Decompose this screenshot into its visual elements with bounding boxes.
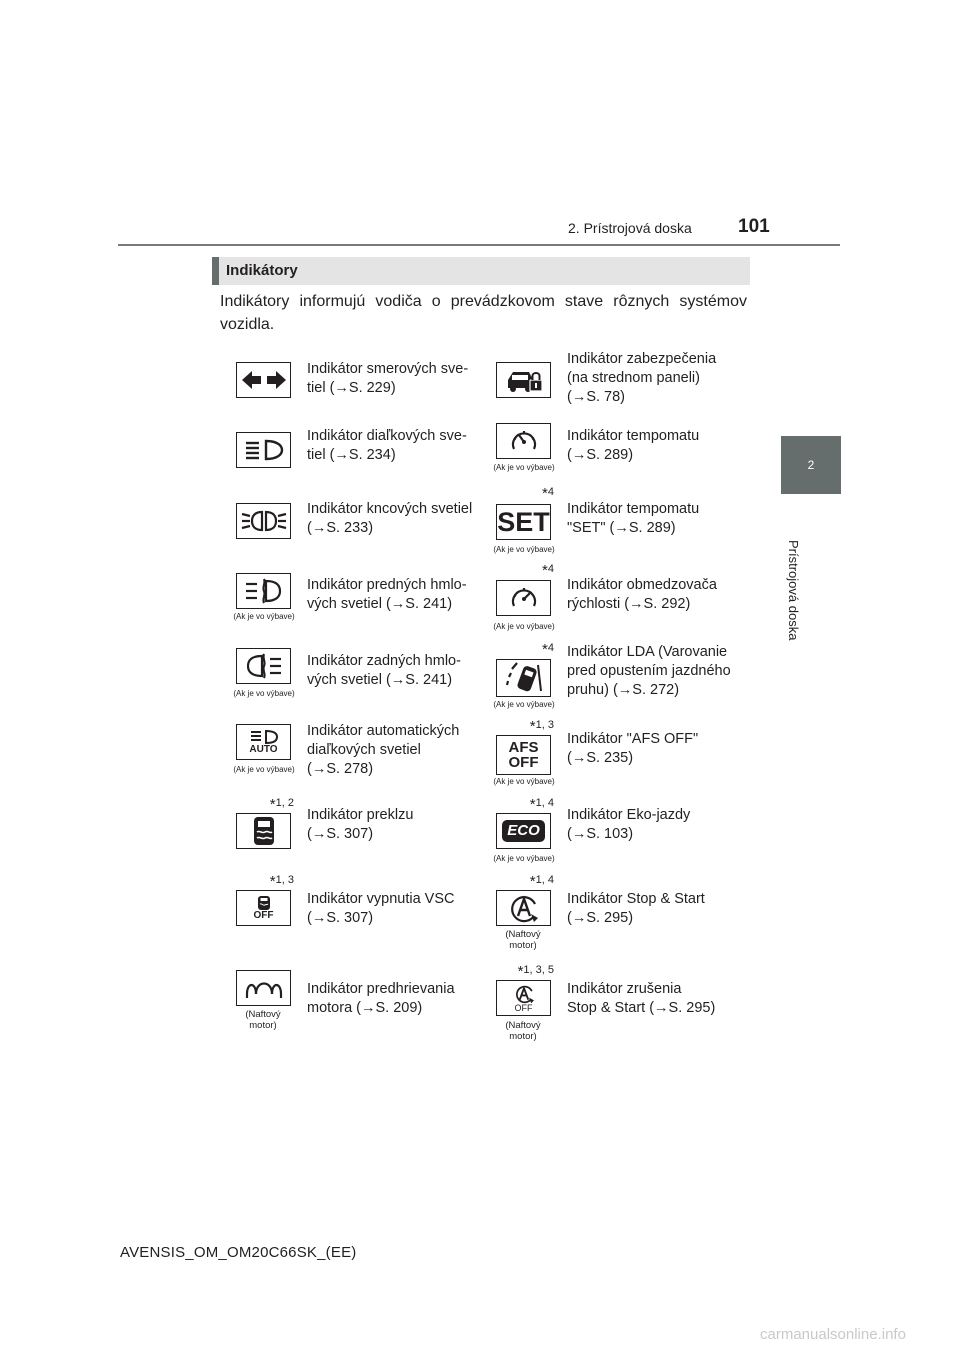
left-item-7-desc xyxy=(307,806,479,844)
right-item-5-note xyxy=(500,641,554,658)
watermark: carmanualsonline.info xyxy=(760,1326,906,1343)
security-icon xyxy=(496,362,551,398)
right-item-2-caption: (Ak je vo výbave) xyxy=(493,463,555,472)
right-item-8-note xyxy=(500,873,554,890)
desc-line: (→S. 289) xyxy=(567,447,634,463)
right-item-9-desc xyxy=(567,980,739,1018)
right-item-7-note xyxy=(500,796,554,813)
desc-line: Indikátor Eko-jazdy xyxy=(567,807,691,823)
note-text: 1, 3 xyxy=(535,719,554,731)
desc-line: tiel (→S. 234) xyxy=(307,447,396,463)
note-asterisk: * xyxy=(529,796,536,813)
desc-line: pred opustením jazdného xyxy=(567,663,731,679)
left-item-4-desc xyxy=(307,576,479,614)
left-item-2-desc xyxy=(307,427,479,465)
set-icon-text: SET xyxy=(497,507,550,537)
desc-line: (→S. 78) xyxy=(567,389,626,405)
left-item-6-desc xyxy=(307,722,479,779)
note-asterisk: * xyxy=(269,796,276,813)
desc-line: (→S. 295) xyxy=(567,910,634,926)
right-item-3-caption: (Ak je vo výbave) xyxy=(493,545,555,554)
desc-line: motora (→S. 209) xyxy=(307,1000,423,1016)
desc-line: Indikátor zadných hmlo- xyxy=(307,653,461,669)
desc-line: Stop & Start (→S. 295) xyxy=(567,1000,716,1016)
desc-line: Indikátor tempomatu xyxy=(567,428,700,444)
note-asterisk: * xyxy=(542,485,548,502)
desc-line: "SET" (→S. 289) xyxy=(567,520,676,536)
document-code: AVENSIS_OM_OM20C66SK_(EE) xyxy=(120,1244,357,1261)
desc-line: vých svetiel (→S. 241) xyxy=(307,672,453,688)
left-item-4-caption: (Ak je vo výbave) xyxy=(233,612,295,621)
glow-plug-icon xyxy=(236,970,291,1006)
vsc-off-icon xyxy=(236,890,291,926)
note-asterisk: * xyxy=(269,873,276,890)
left-item-6-caption: (Ak je vo výbave) xyxy=(233,765,295,774)
desc-line: pruhu) (→S. 272) xyxy=(567,682,680,698)
left-item-5-caption: (Ak je vo výbave) xyxy=(233,689,295,698)
desc-line: Indikátor predhrievania xyxy=(307,981,455,997)
desc-line: Indikátor smerových sve- xyxy=(307,361,469,377)
rear-fog-icon xyxy=(236,648,291,684)
left-item-3-desc xyxy=(307,500,479,538)
desc-line: (→S. 103) xyxy=(567,826,634,842)
desc-line: (→S. 233) xyxy=(307,520,374,536)
desc-line: Indikátor automatických xyxy=(307,723,460,739)
desc-line: tiel (→S. 229) xyxy=(307,380,396,396)
desc-line: Indikátor tempomatu xyxy=(567,501,700,517)
chapter-tab-label: Prístrojová doska xyxy=(786,540,801,641)
note-asterisk: * xyxy=(529,873,536,890)
desc-line: Indikátor zabezpečenia xyxy=(567,351,717,367)
high-beam-icon xyxy=(236,432,291,468)
note-text: 1, 3 xyxy=(275,874,294,886)
left-item-7-note xyxy=(240,796,294,813)
right-item-1-desc xyxy=(567,350,739,407)
header-section-title: 2. Prístrojová doska xyxy=(568,220,692,236)
desc-line: diaľkových svetiel xyxy=(307,742,421,758)
afs-off-text: AFS OFF xyxy=(508,739,539,771)
right-item-5-desc xyxy=(567,643,739,700)
desc-line: Indikátor kncových svetiel xyxy=(307,501,473,517)
right-item-3-desc xyxy=(567,500,739,538)
vsc-off-text: OFF xyxy=(253,910,274,921)
stop-start-icon xyxy=(496,890,551,926)
note-asterisk: * xyxy=(529,718,536,735)
note-text: 1, 4 xyxy=(535,797,554,809)
desc-line: Indikátor vypnutia VSC xyxy=(307,891,455,907)
desc-line: (→S. 278) xyxy=(307,761,374,777)
stop-start-off-icon xyxy=(496,980,551,1016)
desc-line: (→S. 307) xyxy=(307,826,374,842)
front-fog-icon xyxy=(236,573,291,609)
right-item-2-desc xyxy=(567,427,739,465)
left-item-9-desc xyxy=(307,980,479,1018)
desc-line: Indikátor LDA (Varovanie xyxy=(567,644,728,660)
desc-line: (→S. 307) xyxy=(307,910,374,926)
left-item-5-desc xyxy=(307,652,479,690)
right-item-6-note xyxy=(500,718,554,735)
right-item-8-desc xyxy=(567,890,739,928)
desc-line: Indikátor obmedzovača xyxy=(567,577,717,593)
note-asterisk: * xyxy=(517,963,524,980)
cruise-control-icon xyxy=(496,423,551,459)
desc-line: vých svetiel (→S. 241) xyxy=(307,596,453,612)
right-item-4-caption: (Ak je vo výbave) xyxy=(493,622,555,631)
right-item-4-desc xyxy=(567,576,739,614)
eco-icon-text: ECO xyxy=(502,820,545,842)
desc-line: rýchlosti (→S. 292) xyxy=(567,596,691,612)
section-intro: Indikátory informujú vodiča o prevádzkovom stave rôznych systémov vozidla. xyxy=(220,293,747,333)
note-text: 4 xyxy=(547,642,554,654)
lda-icon xyxy=(496,659,551,697)
left-item-1-desc xyxy=(307,360,479,398)
note-text: 1, 3, 5 xyxy=(523,964,554,976)
note-text: 4 xyxy=(547,563,554,575)
cruise-set-icon xyxy=(496,504,551,540)
chapter-tab: 2 xyxy=(781,436,841,494)
left-item-8-note xyxy=(240,873,294,890)
desc-line: Indikátor zrušenia xyxy=(567,981,682,997)
right-item-9-caption: (Naftový motor) xyxy=(505,1020,541,1042)
right-item-4-note xyxy=(500,562,554,579)
desc-line: (→S. 235) xyxy=(567,750,634,766)
note-asterisk: * xyxy=(542,562,548,579)
note-text: 4 xyxy=(547,486,554,498)
right-item-7-caption: (Ak je vo výbave) xyxy=(493,854,555,863)
eco-icon xyxy=(496,813,551,849)
section-accent xyxy=(212,257,219,285)
desc-line: Indikátor predných hmlo- xyxy=(307,577,467,593)
right-item-7-desc xyxy=(567,806,739,844)
stop-start-off-text: OFF xyxy=(514,1002,533,1013)
desc-line: Indikátor Stop & Start xyxy=(567,891,705,907)
right-item-9-note xyxy=(500,963,554,980)
left-item-8-desc xyxy=(307,890,479,928)
note-asterisk: * xyxy=(542,641,548,658)
right-item-8-caption: (Naftový motor) xyxy=(505,929,541,951)
right-item-6-caption: (Ak je vo výbave) xyxy=(493,777,555,786)
left-item-9-caption: (Naftový motor) xyxy=(245,1009,281,1031)
note-text: 1, 2 xyxy=(275,797,294,809)
right-item-5-caption: (Ak je vo výbave) xyxy=(493,700,555,709)
afs-off-icon xyxy=(496,735,551,775)
auto-icon-text: AUTO xyxy=(249,744,278,755)
desc-line: Indikátor diaľkových sve- xyxy=(307,428,467,444)
slip-icon xyxy=(236,813,291,849)
turn-signal-icon xyxy=(236,362,291,398)
page-number: 101 xyxy=(738,216,770,237)
section-title: Indikátory xyxy=(226,262,298,279)
auto-high-beam-icon xyxy=(236,724,291,760)
speed-limiter-icon xyxy=(496,580,551,616)
right-item-3-note xyxy=(500,485,554,502)
tail-light-icon xyxy=(236,503,291,539)
header-divider xyxy=(118,244,840,246)
note-text: 1, 4 xyxy=(535,874,554,886)
section-heading-bar xyxy=(212,257,750,285)
desc-line: Indikátor "AFS OFF" xyxy=(567,731,699,747)
desc-line: (na strednom paneli) xyxy=(567,370,700,386)
right-item-6-desc xyxy=(567,730,739,768)
desc-line: Indikátor preklzu xyxy=(307,807,414,823)
